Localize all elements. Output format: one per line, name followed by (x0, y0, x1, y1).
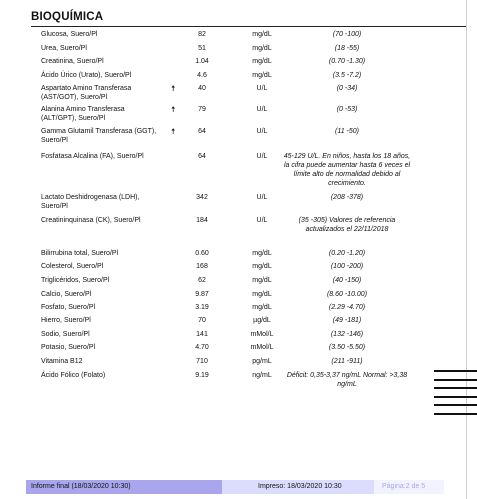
reference-range: (49 -181) (332, 317, 362, 324)
reference-range: (40 -150) (332, 277, 362, 284)
reference-range: (3.50 -5.50) (328, 344, 366, 351)
reference-range: (2.29 -4.70) (328, 304, 366, 311)
test-unit: mg/dL (252, 31, 272, 38)
test-value: 168 (196, 263, 208, 270)
reference-range: (18 -55) (334, 45, 360, 52)
reference-range: (8.60 -10.00) (326, 291, 368, 298)
test-value: 51 (198, 45, 206, 52)
reference-range: (132 -146) (330, 331, 364, 338)
section-title: BIOQUÍMICA (31, 11, 104, 23)
test-value: 4.70 (195, 344, 209, 351)
footer-page-number: Página:2 de 5 (374, 480, 444, 494)
footer-final-report: Informe final (18/03/2020 10:30) (26, 480, 222, 494)
reference-range: (35 -305) Valores de referencia actualizados el 22/11/2018 (298, 217, 396, 233)
test-name: Hierro, Suero/Pl (41, 317, 91, 324)
high-flag-icon: 🠅 (171, 127, 176, 136)
high-flag-icon: 🠅 (171, 105, 176, 114)
test-unit: U/L (256, 217, 268, 224)
test-value: 141 (196, 331, 208, 338)
test-unit: mMol/L (250, 331, 274, 338)
section-divider (31, 26, 466, 27)
test-value: 1.04 (195, 58, 209, 65)
test-value: 184 (196, 217, 208, 224)
reference-range: (70 -100) (332, 31, 362, 38)
reference-range: (0 -34) (336, 85, 358, 92)
report-page (22, 0, 467, 499)
reference-range: (208 -378) (330, 194, 364, 201)
reference-range: (0 -53) (336, 106, 358, 113)
reference-range: (0.70 -1.30) (328, 58, 366, 65)
test-name: Ácido Úrico (Urato), Suero/Pl (41, 72, 132, 79)
test-unit: mg/dL (252, 304, 272, 311)
menu-lines-icon[interactable] (434, 370, 477, 421)
test-name: Bilirrubina total, Suero/Pl (41, 250, 119, 257)
test-unit: ng/mL (252, 372, 272, 379)
reference-range: (3.5 -7.2) (332, 72, 362, 79)
test-name: Glucosa, Suero/Pl (41, 31, 98, 38)
reference-range: (211 -911) (331, 358, 363, 365)
test-name: Aspartato Amino Transferasa (AST/GOT), Suero/Pl (41, 85, 132, 101)
test-unit: pg/mL (252, 358, 272, 365)
reference-range: Déficit: 0,35-3,37 ng/mL Normal: >3,38 ng/mL (286, 372, 408, 388)
test-name: Lactato Deshidrogenasa (LDH), Suero/Pl (41, 194, 140, 210)
test-unit: U/L (256, 153, 268, 160)
test-value: 79 (198, 106, 206, 113)
test-name: Calcio, Suero/Pl (41, 291, 92, 298)
test-name: Sodio, Suero/Pl (41, 331, 90, 338)
test-value: 64 (198, 153, 206, 160)
test-name: Fosfatasa Alcalina (FA), Suero/Pl (41, 153, 144, 160)
test-unit: U/L (256, 194, 268, 201)
test-value: 710 (196, 358, 208, 365)
reference-range: (100 -200) (330, 263, 364, 270)
test-value: 0.60 (195, 250, 209, 257)
reference-range: (0.20 -1.20) (328, 250, 366, 257)
test-value: 70 (198, 317, 206, 324)
page-footer (26, 480, 444, 494)
test-unit: mMol/L (250, 344, 274, 351)
high-flag-icon: 🠅 (171, 84, 176, 93)
test-unit: mg/dL (252, 58, 272, 65)
reference-range: 45-129 U/L. En niños, hasta los 18 años, la cifra puede aumentar hasta 6 veces el límite alto de normalidad debido al crecimiento. (283, 153, 411, 187)
test-name: Vitamina B12 (41, 358, 83, 365)
test-name: Creatininquinasa (CK), Suero/Pl (41, 217, 141, 224)
test-value: 4.6 (197, 72, 207, 79)
test-unit: mg/dL (252, 277, 272, 284)
test-name: Urea, Suero/Pl (41, 45, 87, 52)
test-value: 62 (198, 277, 206, 284)
test-name: Potasio, Suero/Pl (41, 344, 96, 351)
test-value: 64 (198, 128, 206, 135)
test-unit: U/L (256, 128, 268, 135)
test-unit: mg/dL (252, 72, 272, 79)
test-unit: mg/dL (252, 250, 272, 257)
test-unit: µg/dL (253, 317, 271, 324)
test-name: Triglicéridos, Suero/Pl (41, 277, 110, 284)
test-value: 342 (196, 194, 208, 201)
test-value: 82 (198, 31, 206, 38)
test-unit: U/L (256, 106, 268, 113)
test-value: 9.87 (195, 291, 209, 298)
test-value: 40 (198, 85, 206, 92)
test-name: Ácido Fólico (Folato) (41, 372, 106, 379)
test-name: Fosfato, Suero/Pl (41, 304, 96, 311)
test-name: Creatinina, Suero/Pl (41, 58, 104, 65)
test-unit: mg/dL (252, 263, 272, 270)
reference-range: (11 -50) (335, 128, 359, 135)
test-name: Gamma Glutamil Transferasa (GGT), Suero/Pl (41, 128, 157, 144)
test-name: Colesterol, Suero/Pl (41, 263, 104, 270)
test-value: 9.19 (195, 372, 209, 379)
test-unit: mg/dL (252, 45, 272, 52)
test-value: 3.19 (195, 304, 209, 311)
test-unit: mg/dL (252, 291, 272, 298)
footer-printed: Impreso: 18/03/2020 10:30 (222, 480, 374, 494)
test-unit: U/L (256, 85, 268, 92)
test-name: Alanina Amino Transferasa (ALT/GPT), Suero/Pl (41, 106, 125, 122)
